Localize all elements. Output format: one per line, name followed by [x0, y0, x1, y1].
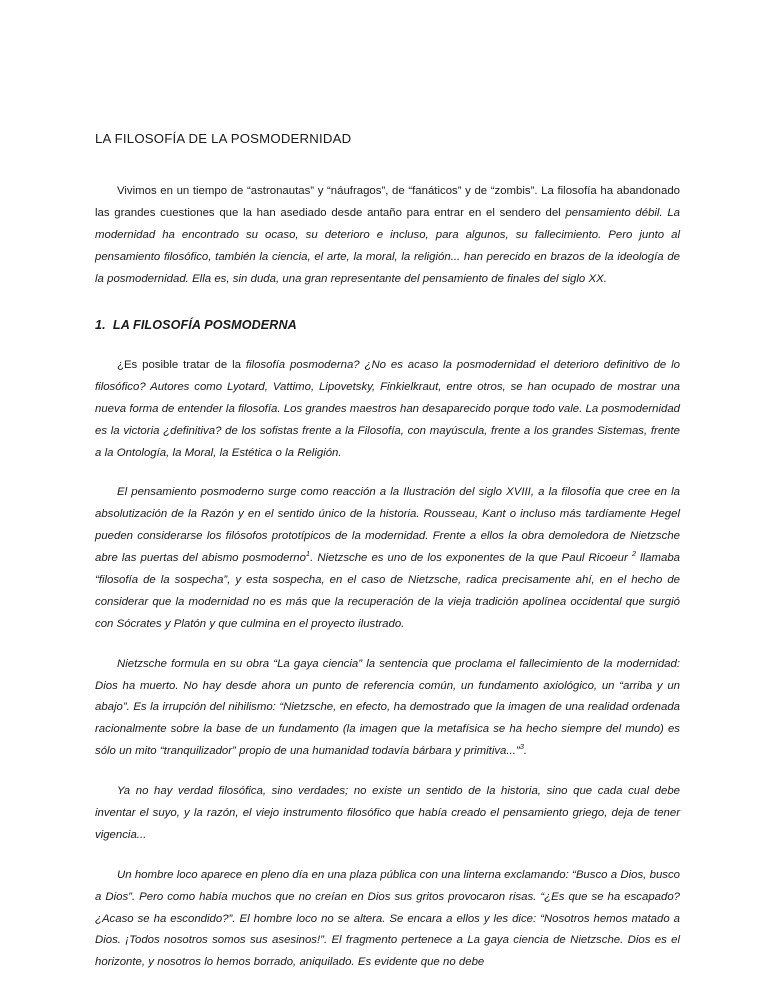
paragraph-3-italic-body-b: . [523, 745, 528, 758]
paragraph-1-regular-lead: ¿Es posible tratar de la [117, 358, 246, 371]
paragraph-2-italic-body-b: . Nietzsche es uno de los exponentes de la que Paul Ricoeur [310, 552, 632, 565]
paragraph-2 [95, 482, 680, 635]
paragraph-2-italic-body-a: El pensamiento posmoderno surge como reacción a la Ilustración del siglo XVIII, a la filosofía que cree en la absolutización de la Razón y en el sentido único de la historia. Rousseau, Kant o incluso más tardíamente Hegel pueden considerarse los filósofos prototípicos de la modernidad. Frente a ellos la obra demoledora de Nietzsche abre las puertas del abismo posmoderno [95, 486, 680, 565]
section-heading-label: LA FILOSOFÍA POSMODERNA [112, 317, 297, 332]
footnote-marker-3: 3 [519, 742, 524, 752]
intro-regular-text: Vivimos en un tiempo de “astronautas” y “náufragos”, de “fanáticos” y de “zombis”. La filosofía ha abandonado las grandes cuestiones que la han asediado desde antaño para entrar en el sendero del [95, 185, 680, 220]
intro-paragraph [95, 181, 680, 290]
paragraph-4-italic-body: Ya no hay verdad filosófica, sino verdades; no existe un sentido de la historia, sino que cada cual debe inventar el suyo, y la razón, el viejo instrumento filosófico que había creado el pensamiento griego, deja de tener vigencia... [95, 785, 680, 841]
paragraph-1-italic-body: filosofía posmoderna? ¿No es acaso la posmodernidad el deterioro definitivo de lo filosófico? Autores como Lyotard, Vattimo, Lipovetsky, Finkielkraut, entre otros, se han ocupado de mostrar una nueva forma de entender la filosofía. Los grandes maestros han desaparecido porque todo vale. La posmodernidad es la victoria ¿definitiva? de los sofistas frente a la Filosofía, con mayúscula, frente a los grandes Sistemas, frente a la Ontología, la Moral, la Estética o la Religión. [95, 358, 680, 459]
section-heading-1 [95, 317, 680, 333]
paragraph-5 [95, 865, 680, 974]
intro-italic-text: pensamiento débil. La modernidad ha encontrado su ocaso, su deterioro e incluso, para algunos, su fallecimiento. Pero junto al pensamiento filosófico, también la ciencia, el arte, la moral, la religión... han perecido en brazos de la ideología de la posmodernidad. Ella es, sin duda, una gran representante del pensamiento de finales del siglo XX. [95, 207, 681, 285]
footnote-marker-2: 2 [631, 549, 637, 559]
paragraph-1 [95, 355, 680, 464]
section-number: 1. [95, 317, 106, 332]
paragraph-5-italic-body: Un hombre loco aparece en pleno día en una plaza pública con una linterna exclamando: “Busco a Dios, busco a Dios”. Pero como había muchos que no creían en Dios sus gritos provocaron risas. “¿Es que se ha escapado? ¿Acaso se ha escondido?”. El hombre loco no se altera. Se encara a ellos y les dice: “Nosotros hemos matado a Dios. ¡Todos nosotros somos sus asesinos!”. El fragmento pertenece a La gaya ciencia de Nietzsche. Dios es el horizonte, y nosotros lo hemos borrado, aniquilado. Es evidente que no debe [95, 868, 680, 969]
page-title: LA FILOSOFÍA DE LA POSMODERNIDAD [95, 131, 352, 146]
paragraph-2-italic-body-c: llamaba “filosofía de la sospecha”, y esta sospecha, en el caso de Nietzsche, radica precisamente ahí, en el hecho de considerar que la modernidad no es más que la recuperación de la vieja tradición apolínea occidental que surgió con Sócrates y Platón y que culmina en el proyecto ilustrado. [95, 552, 680, 630]
paragraph-3 [95, 654, 680, 763]
footnote-marker-1: 1 [305, 549, 311, 559]
paragraph-3-italic-body-a: Nietzsche formula en su obra “La gaya ciencia” la sentencia que proclama el fallecimiento de la modernidad: Dios ha muerto. No hay desde ahora un punto de referencia común, un fundamento axiológico, un “arriba y un abajo”. Es la irrupción del nihilismo: “Nietzsche, en efecto, ha demostrado que la imagen de una realidad ordenada racionalmente sobre la base de un fundamento (la imagen que la metafísica se ha hecho siempre del mundo) es sólo un mito “tranquilizador” propio de una humanidad todavía bárbara y primitiva...” [95, 657, 680, 758]
paragraph-4 [95, 781, 680, 847]
